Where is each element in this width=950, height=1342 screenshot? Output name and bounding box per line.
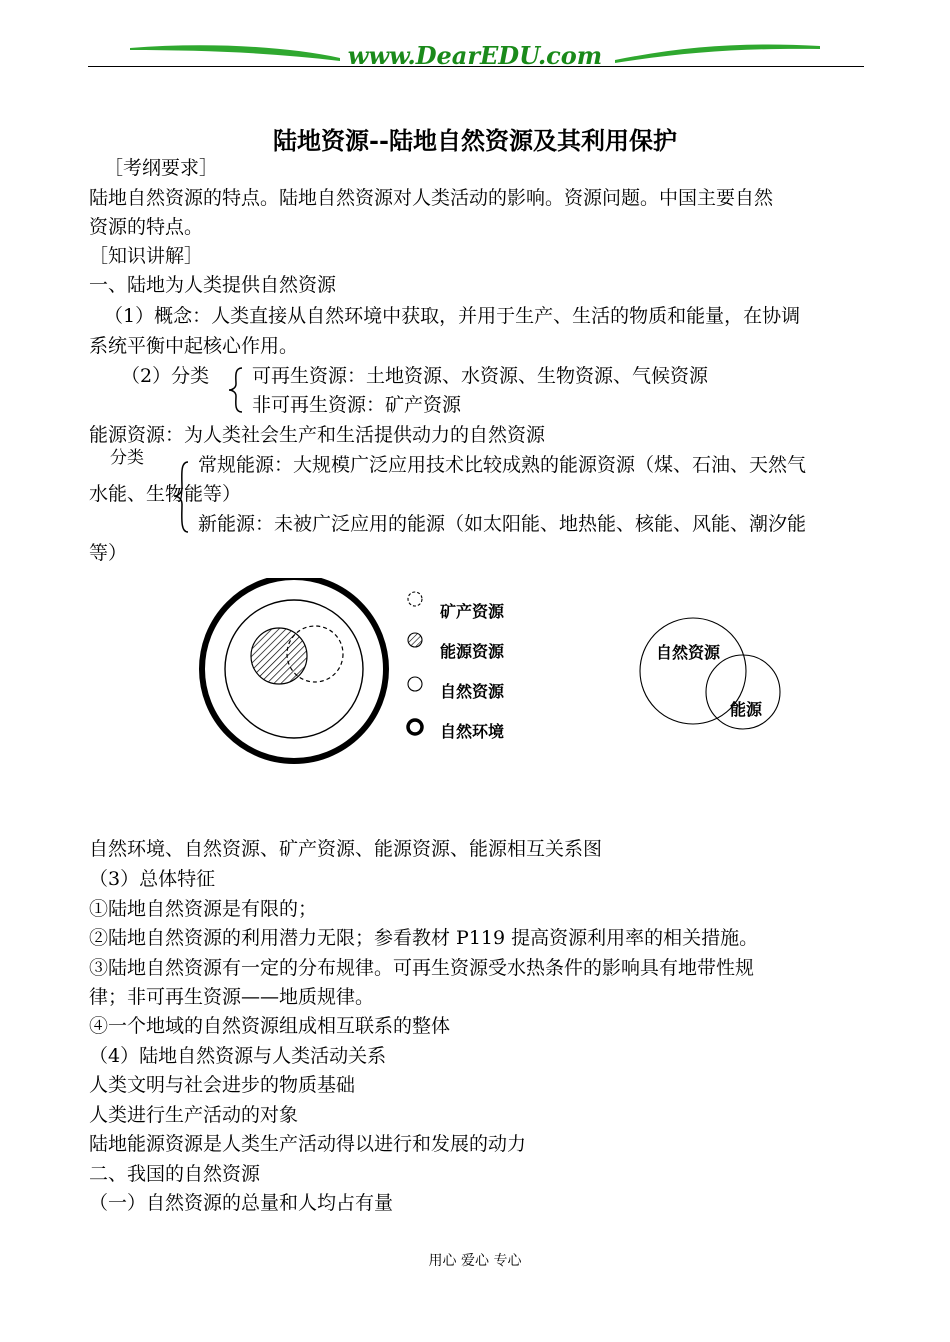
- heading-2: 二、我国的自然资源: [89, 1163, 261, 1185]
- legend-energy: 能源资源: [440, 642, 505, 661]
- venn-label-energy: 能源: [730, 700, 763, 719]
- diagram-caption: 自然环境、自然资源、矿产资源、能源资源、能源相互关系图: [89, 838, 603, 860]
- list-item: ③陆地自然资源有一定的分布规律。可再生资源受水热条件的影响具有地带性规: [89, 957, 755, 979]
- venn-label-resources: 自然资源: [656, 643, 721, 662]
- paragraph-line: 陆地能源资源是人类生产活动得以进行和发展的动力: [89, 1133, 527, 1155]
- header-rule: [88, 66, 864, 67]
- classification-item: 非可再生资源：矿产资源: [252, 394, 462, 416]
- legend-resources: 自然资源: [440, 682, 505, 701]
- header-logo: [125, 38, 825, 76]
- paragraph-line: 人类文明与社会进步的物质基础: [89, 1074, 356, 1096]
- circle-icon: [408, 677, 422, 691]
- subheading: （4）陆地自然资源与人类活动关系: [89, 1045, 387, 1067]
- thick-circle-icon: [408, 720, 422, 734]
- classification-label: （2）分类: [121, 365, 210, 387]
- section-knowledge: ［知识讲解］: [89, 245, 204, 267]
- section-exam-req: ［考纲要求］: [104, 157, 219, 179]
- paragraph-line: 能源资源：为人类社会生产和生活提供动力的自然资源: [89, 424, 546, 446]
- document-title: 陆地资源--陆地自然资源及其利用保护: [273, 126, 677, 155]
- legend-environment: 自然环境: [440, 722, 505, 741]
- dashed-circle-icon: [408, 592, 422, 606]
- subheading: （3）总体特征: [89, 868, 216, 890]
- nested-circles-diagram: [195, 578, 395, 778]
- paragraph-line: 系统平衡中起核心作用。: [89, 335, 299, 357]
- list-item: ④一个地域的自然资源组成相互联系的整体: [89, 1015, 451, 1037]
- hatched-circle-icon: [408, 633, 422, 647]
- paragraph-line: 人类进行生产活动的对象: [89, 1104, 299, 1126]
- classification-label: 分类: [110, 448, 144, 468]
- legend-symbols: [404, 590, 426, 740]
- brace-icon: [226, 364, 246, 416]
- heading-1: 一、陆地为人类提供自然资源: [89, 274, 337, 296]
- paragraph-line: 陆地自然资源的特点。陆地自然资源对人类活动的影响。资源问题。中国主要自然: [89, 187, 774, 209]
- paragraph-line: （1）概念：人类直接从自然环境中获取，并用于生产、生活的物质和能量，在协调: [104, 305, 801, 327]
- classification-item: 新能源：未被广泛应用的能源（如太阳能、地热能、核能、风能、潮汐能: [198, 513, 807, 535]
- list-item: ①陆地自然资源是有限的；: [89, 898, 318, 920]
- subheading: （一）自然资源的总量和人均占有量: [89, 1192, 394, 1214]
- energy-circle: [251, 628, 307, 684]
- list-item: ②陆地自然资源的利用潜力无限；参看教材 P119 提高资源利用率的相关措施。: [89, 927, 759, 949]
- paragraph-line: 水能、生物能等）: [89, 483, 242, 505]
- legend-mineral: 矿产资源: [440, 602, 505, 621]
- venn-diagram: [636, 614, 786, 736]
- logo-text: www.DearEDU.com: [347, 41, 603, 70]
- paragraph-line: 资源的特点。: [89, 216, 204, 238]
- classification-item: 常规能源：大规模广泛应用技术比较成熟的能源资源（煤、石油、天然气: [198, 454, 807, 476]
- classification-item: 可再生资源：土地资源、水资源、生物资源、气候资源: [252, 365, 709, 387]
- page-footer: 用心 爱心 专心: [428, 1253, 522, 1269]
- list-item: 律；非可再生资源——地质规律。: [89, 986, 375, 1008]
- paragraph-line: 等）: [89, 542, 128, 564]
